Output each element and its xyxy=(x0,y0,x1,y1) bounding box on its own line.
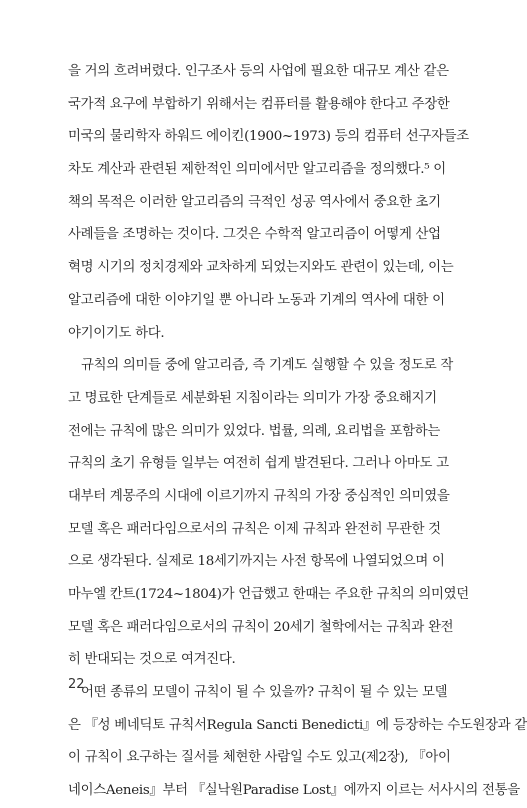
text-line: 알고리즘에 대한 이야기일 뿐 아니라 노동과 기계의 역사에 대한 이 xyxy=(68,292,445,308)
text-line: 은 『성 베네딕토 규칙서Regula Sancti Benedicti』에 등장하는 수도원장과 같 xyxy=(68,717,527,733)
text-line: 야기이기도 하다. xyxy=(68,325,165,341)
paragraph xyxy=(68,56,469,350)
text-line: 어떤 종류의 모델이 규칙이 될 수 있을까? 규칙이 될 수 있는 모델 xyxy=(81,685,448,701)
text-line: 을 거의 흐려버렸다. 인구조사 등의 사업에 필요한 대규모 계산 같은 xyxy=(68,64,449,79)
paragraph xyxy=(68,677,527,808)
text-line: 모델 혹은 패러다임으로서의 규칙은 이제 규칙과 완전히 무관한 것 xyxy=(68,521,441,537)
text-line: 국가적 요구에 부합하기 위해서는 컴퓨터를 활용해야 한다고 주장한 xyxy=(68,96,450,112)
text-line: 규칙의 의미들 중에 알고리즘, 즉 기계도 실행할 수 있을 정도로 작 xyxy=(81,358,454,374)
text-line: 차도 계산과 관련된 제한적인 의미에서만 알고리즘을 정의했다.⁵ 이 xyxy=(68,162,446,178)
text-line: 혁명 시기의 정치경제와 교차하게 되었는지와도 관련이 있는데, 이는 xyxy=(68,260,454,276)
text-line: 전에는 규칙에 많은 의미가 있었다. 법률, 의례, 요리법을 포함하는 xyxy=(68,423,441,439)
page-number: 22 xyxy=(68,677,85,692)
text-line: 모델 혹은 패러다임으로서의 규칙이 20세기 철학에서는 규칙과 완전 xyxy=(68,619,454,635)
text-line: 사례들을 조명하는 것이다. 그것은 수학적 알고리즘이 어떻게 산업 xyxy=(68,227,441,243)
text-line: 네이스Aeneis』부터 『실낙원Paradise Lost』에까지 이르는 서사시의 전통을 xyxy=(68,783,520,799)
text-line: 규칙의 초기 유형들 일부는 여전히 쉽게 발견된다. 그러나 아마도 고 xyxy=(68,456,449,472)
text-line: 책의 목적은 이러한 알고리즘의 극적인 성공 역사에서 중요한 초기 xyxy=(68,194,441,210)
text-line: 마누엘 칸트(1724~1804)가 언급했고 한때는 주요한 규칙의 의미였던 xyxy=(68,587,469,602)
text-line: 고 명료한 단계들로 세분화된 지침이라는 의미가 가장 중요해지기 xyxy=(68,390,437,406)
paragraph xyxy=(68,350,469,677)
body-text xyxy=(68,56,527,808)
text-line: 으로 생각된다. 실제로 18세기까지는 사전 항목에 나열되었으며 이 xyxy=(68,554,445,570)
text-line: 대부터 계몽주의 시대에 이르기까지 규칙의 가장 중심적인 의미였을 xyxy=(68,488,450,504)
text-line: 미국의 물리학자 하워드 에이킨(1900~1973) 등의 컴퓨터 선구자들조 xyxy=(68,129,469,145)
text-line: 이 규칙이 요구하는 질서를 체현한 사람일 수도 있고(제2장), 『아이 xyxy=(68,750,451,766)
text-line: 히 반대되는 것으로 여겨진다. xyxy=(68,652,236,668)
